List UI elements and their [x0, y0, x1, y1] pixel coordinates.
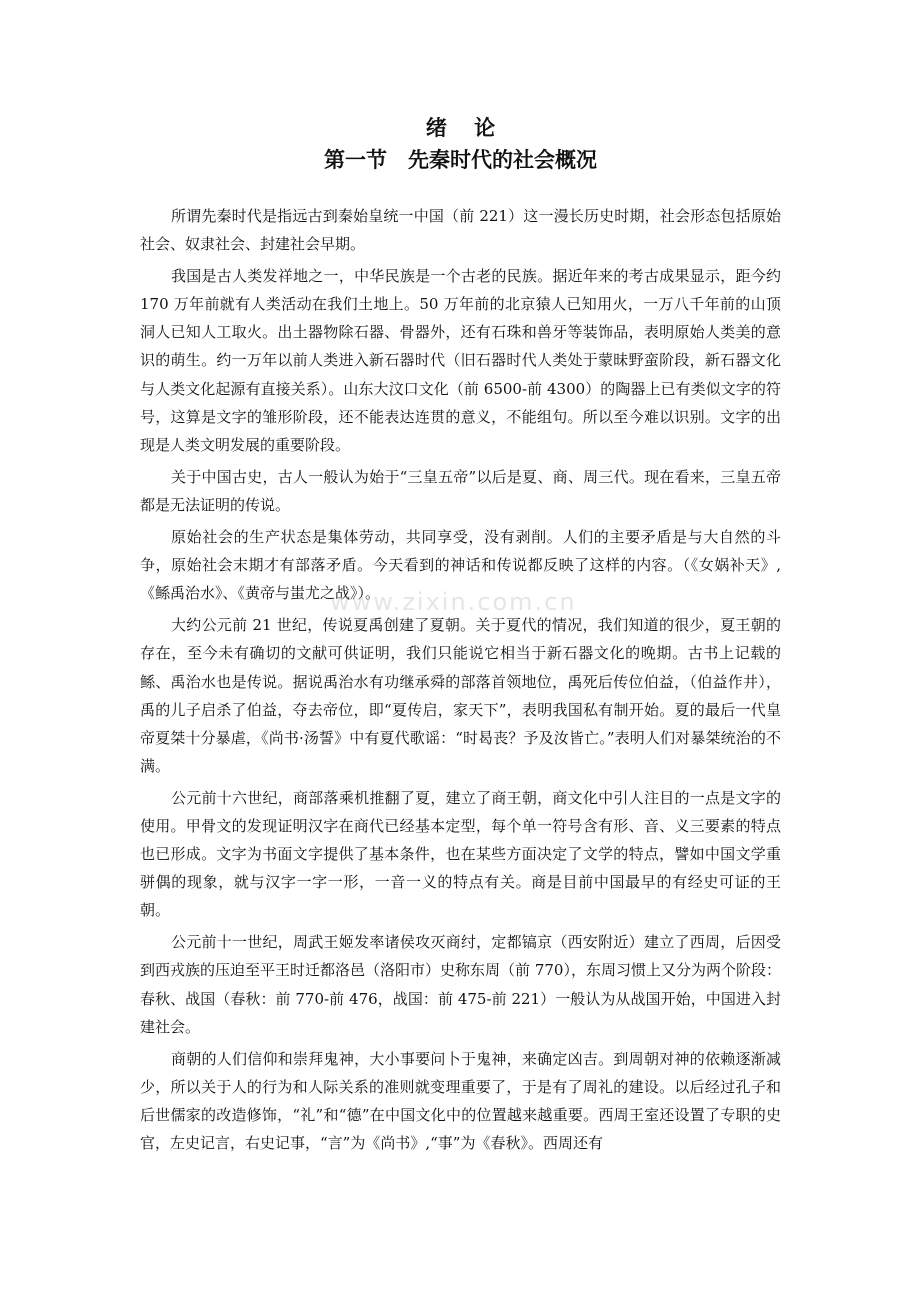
document-page	[140, 112, 781, 1161]
paragraph: 原始社会的生产状态是集体劳动，共同享受，没有剥削。人们的主要矛盾是与大自然的斗争，原始社会末期才有部落矛盾。今天看到的神话和传说都反映了这样的内容。（《女娲补天》,《鲧禹治水》、《黄帝与蚩尤之战》）。	[140, 528, 781, 603]
paragraph: 所谓先秦时代是指远古到秦始皇统一中国（前 221）这一漫长历史时期，社会形态包括原始社会、奴隶社会、封建社会早期。	[140, 207, 781, 254]
document-title: 绪 论	[425, 116, 506, 140]
paragraph: 公元前十一世纪，周武王姬发率诸侯攻灭商纣，定都镐京（西安附近）建立了西周，后因受到西戎族的压迫至平王时迁都洛邑（洛阳市）史称东周（前 770），东周习惯上又分为两个阶段：春秋、战国（春秋：前 770-前 476，战国：前 475-前 221）一般认为从战国开始，中国进入封建社会。	[140, 933, 781, 1036]
section-title: 第一节 先秦时代的社会概况	[324, 148, 597, 172]
watermark: www.zixin.com.cn	[330, 588, 577, 616]
paragraph: 大约公元前 21 世纪，传说夏禹创建了夏朝。关于夏代的情况，我们知道的很少，夏王朝的存在，至今未有确切的文献可供证明，我们只能说它相当于新石器文化的晚期。古书上记载的鲧、禹治水也是传说。据说禹治水有功继承舜的部落首领地位，禹死后传位伯益，（伯益作井），禹的儿子启杀了伯益，夺去帝位，即“夏传启，家天下”，表明我国私有制开始。夏的最后一代皇帝夏桀十分暴虐，《尚书·汤誓》中有夏代歌谣：“时曷丧？予及汝皆亡。”表明人们对暴桀统治的不满。	[140, 616, 781, 775]
paragraph: 公元前十六世纪，商部落乘机推翻了夏，建立了商王朝，商文化中引人注目的一点是文字的使用。甲骨文的发现证明汉字在商代已经基本定型，每个单一符号含有形、音、义三要素的特点也已形成。文字为书面文字提供了基本条件，也在某些方面决定了文学的特点，譬如中国文学重骈偶的现象，就与汉字一字一形，一音一义的特点有关。商是目前中国最早的有经史可证的王朝。	[140, 788, 781, 920]
paragraph: 商朝的人们信仰和崇拜鬼神，大小事要问卜于鬼神，来确定凶吉。到周朝对神的依赖逐渐减少，所以关于人的行为和人际关系的准则就变理重要了，于是有了周礼的建设。以后经过孔子和后世儒家的改造修饰，“礼”和“德”在中国文化中的位置越来越重要。西周王室还设置了专职的史官，左史记言，右史记事，“言”为《尚书》,“事”为《春秋》。西周还有	[140, 1049, 781, 1152]
paragraph: 关于中国古史，古人一般认为始于“三皇五帝”以后是夏、商、周三代。现在看来，三皇五帝都是无法证明的传说。	[140, 467, 781, 514]
paragraph: 我国是古人类发祥地之一，中华民族是一个古老的民族。据近年来的考古成果显示，距今约 170 万年前就有人类活动在我们土地上。50 万年前的北京猿人已知用火，一万八千年前的山顶洞人已知人工取火。出土器物除石器、骨器外，还有石珠和兽牙等装饰品，表明原始人类美的意识的萌生。约一万年以前人类进入新石器时代（旧石器时代人类处于蒙昧野蛮阶段，新石器文化与人类文化起源有直接关系）。山东大汶口文化（前 6500-前 4300）的陶器上已有类似文字的符号，这算是文字的雏形阶段，还不能表达连贯的意义，不能组句。所以至今难以识别。文字的出现是人类文明发展的重要阶段。	[140, 267, 781, 454]
